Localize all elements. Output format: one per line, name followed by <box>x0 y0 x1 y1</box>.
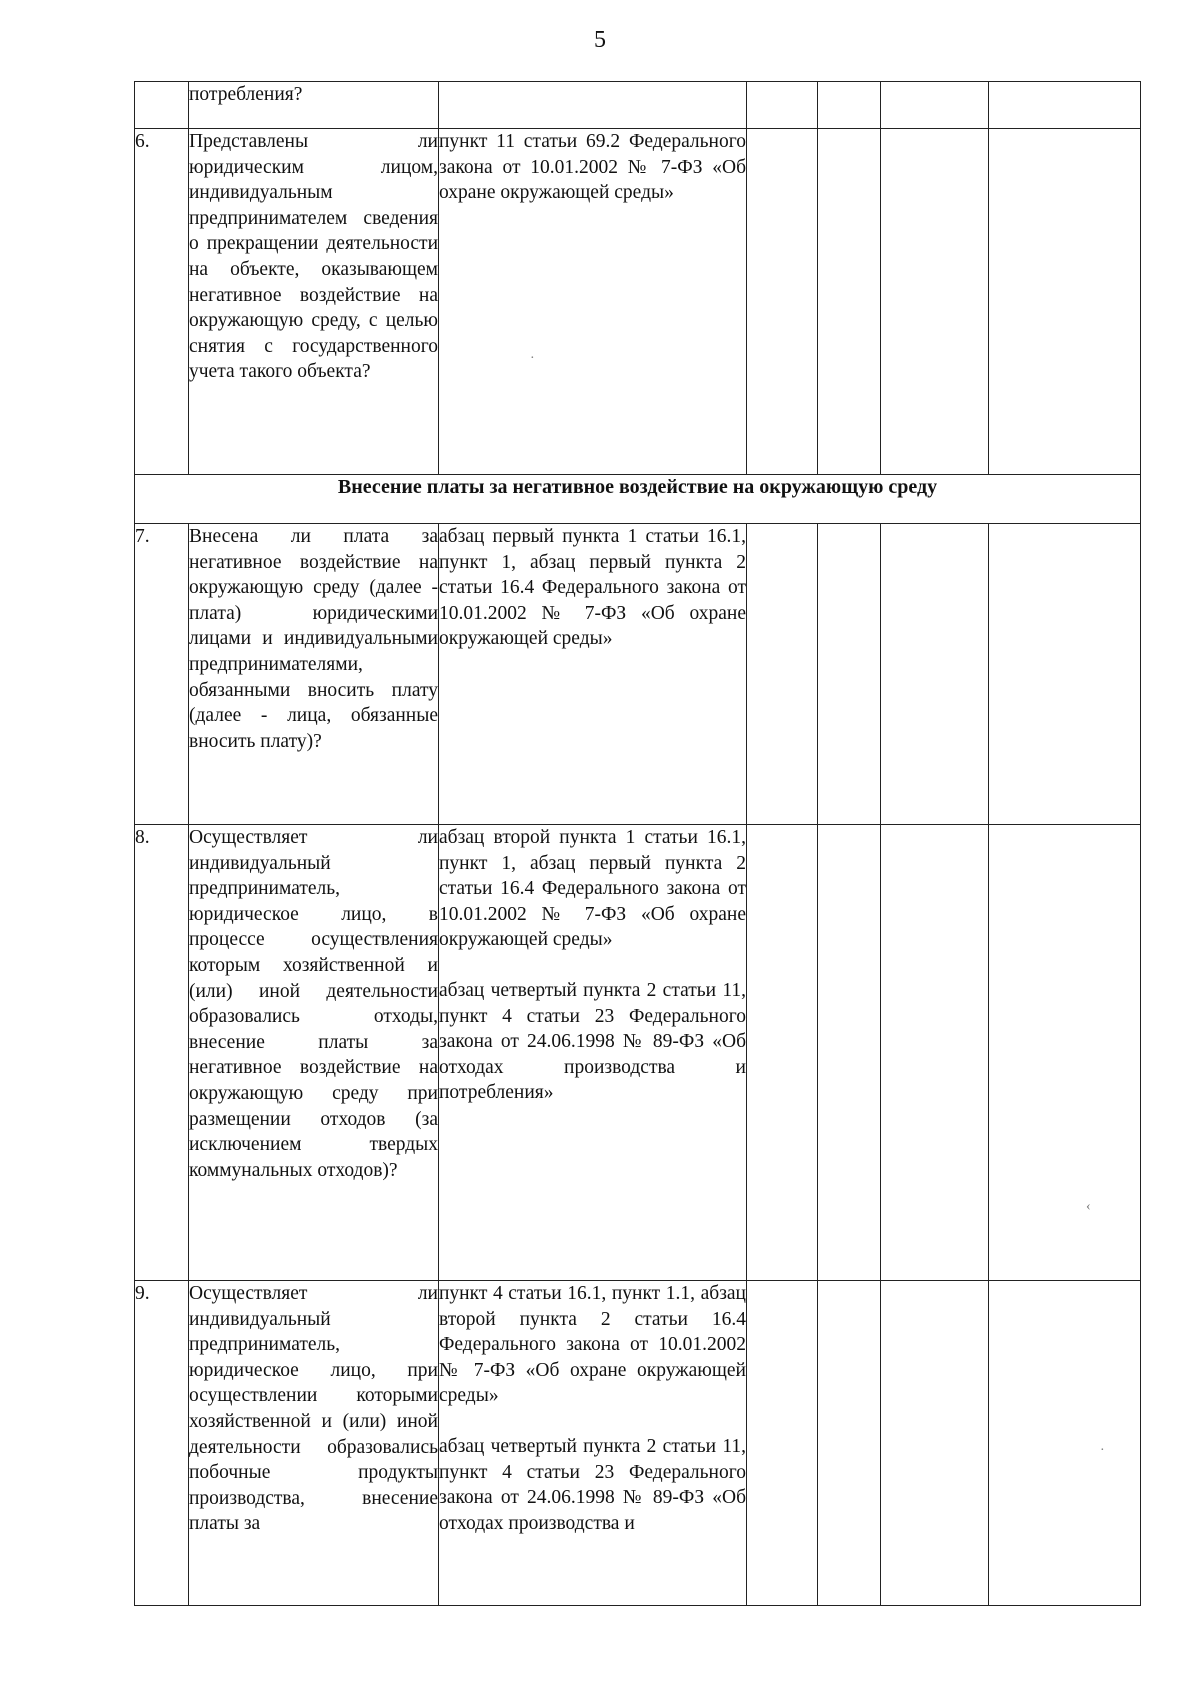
question-cell: потребления? <box>189 82 439 129</box>
answer-cell <box>747 825 818 1281</box>
legal-reference-cell <box>439 129 747 475</box>
answer-cell <box>989 129 1141 475</box>
answer-cell <box>747 524 818 825</box>
scan-speck: · <box>1100 1443 1105 1458</box>
answer-cell <box>881 82 989 129</box>
page-number: 5 <box>594 27 606 53</box>
answer-cell <box>881 1281 989 1606</box>
answer-cell <box>747 1281 818 1606</box>
answer-cell <box>747 129 818 475</box>
row-number: 9. <box>135 1281 189 1606</box>
legal-reference-cell <box>439 825 747 1281</box>
legal-reference: абзац первый пункта 1 статьи 16.1, пункт 1, абзац первый пункта 2 статьи 16.4 Федерального закона от 10.01.2002 № 7-ФЗ «Об охране окружающей среды» <box>439 526 746 650</box>
row-number <box>135 82 189 129</box>
row-number: 6. <box>135 129 189 475</box>
scan-speck: ‹ <box>1086 1199 1091 1214</box>
legal-reference: пункт 11 статьи 69.2 Федерального закона от 10.01.2002 № 7-ФЗ «Об охране окружающей среды» <box>439 131 746 204</box>
answer-cell <box>881 825 989 1281</box>
table-row <box>135 129 1141 475</box>
answer-cell <box>989 1281 1141 1606</box>
answer-cell <box>989 825 1141 1281</box>
answer-cell <box>989 82 1141 129</box>
question-cell: Осуществляет ли индивидуальный предприниматель, юридическое лицо, при осуществлении которыми хозяйственной и (или) иной деятельности образовались побочные продукты производства, внесение платы за <box>189 1281 439 1606</box>
answer-cell <box>818 825 881 1281</box>
answer-cell <box>881 129 989 475</box>
section-row <box>135 475 1141 524</box>
scan-speck: · <box>530 351 535 366</box>
legal-reference-cell <box>439 82 747 129</box>
answer-cell <box>818 524 881 825</box>
legal-reference: пункт 4 статьи 16.1, пункт 1.1, абзац второй пункта 2 статьи 16.4 Федерального закона от 10.01.2002 № 7-ФЗ «Об охране окружающей среды» <box>439 1283 746 1407</box>
answer-cell <box>747 82 818 129</box>
section-heading: Внесение платы за негативное воздействие на окружающую среду <box>135 475 1141 524</box>
answer-cell <box>989 524 1141 825</box>
legal-reference: абзац второй пункта 1 статьи 16.1, пункт 1, абзац первый пункта 2 статьи 16.4 Федерального закона от 10.01.2002 № 7-ФЗ «Об охране окружающей среды» <box>439 827 746 951</box>
table-row <box>135 524 1141 825</box>
row-number: 7. <box>135 524 189 825</box>
table-row <box>135 1281 1141 1606</box>
question-cell: Представлены ли юридическим лицом, индивидуальным предпринимателем сведения о прекращении деятельности на объекте, оказывающем негативное воздействие на окружающую среду, с целью снятия с государственного учета такого объекта? <box>189 129 439 475</box>
answer-cell <box>818 82 881 129</box>
question-cell: Внесена ли плата за негативное воздействие на окружающую среду (далее - плата) юридическими лицами и индивидуальными предпринимателями, обязанными вносить плату (далее - лица, обязанные вносить плату)? <box>189 524 439 825</box>
question-cell: Осуществляет ли индивидуальный предприниматель, юридическое лицо, в процессе осуществления которым хозяйственной и (или) иной деятельности образовались отходы, внесение платы за негативное воздействие на окружающую среду при размещении отходов (за исключением твердых коммунальных отходов)? <box>189 825 439 1281</box>
row-number: 8. <box>135 825 189 1281</box>
legal-reference: абзац четвертый пункта 2 статьи 11, пункт 4 статьи 23 Федерального закона от 24.06.1998 № 89-ФЗ «Об отходах производства и <box>439 1435 746 1534</box>
answer-cell <box>818 129 881 475</box>
answer-cell <box>818 1281 881 1606</box>
table-row <box>135 82 1141 129</box>
answer-cell <box>881 524 989 825</box>
table-row <box>135 825 1141 1281</box>
legal-reference-cell <box>439 1281 747 1606</box>
legal-reference-cell <box>439 524 747 825</box>
legal-reference: абзац четвертый пункта 2 статьи 11, пункт 4 статьи 23 Федерального закона от 24.06.1998 № 89-ФЗ «Об отходах производства и потребления» <box>439 979 746 1104</box>
checklist-table <box>134 81 1141 1606</box>
